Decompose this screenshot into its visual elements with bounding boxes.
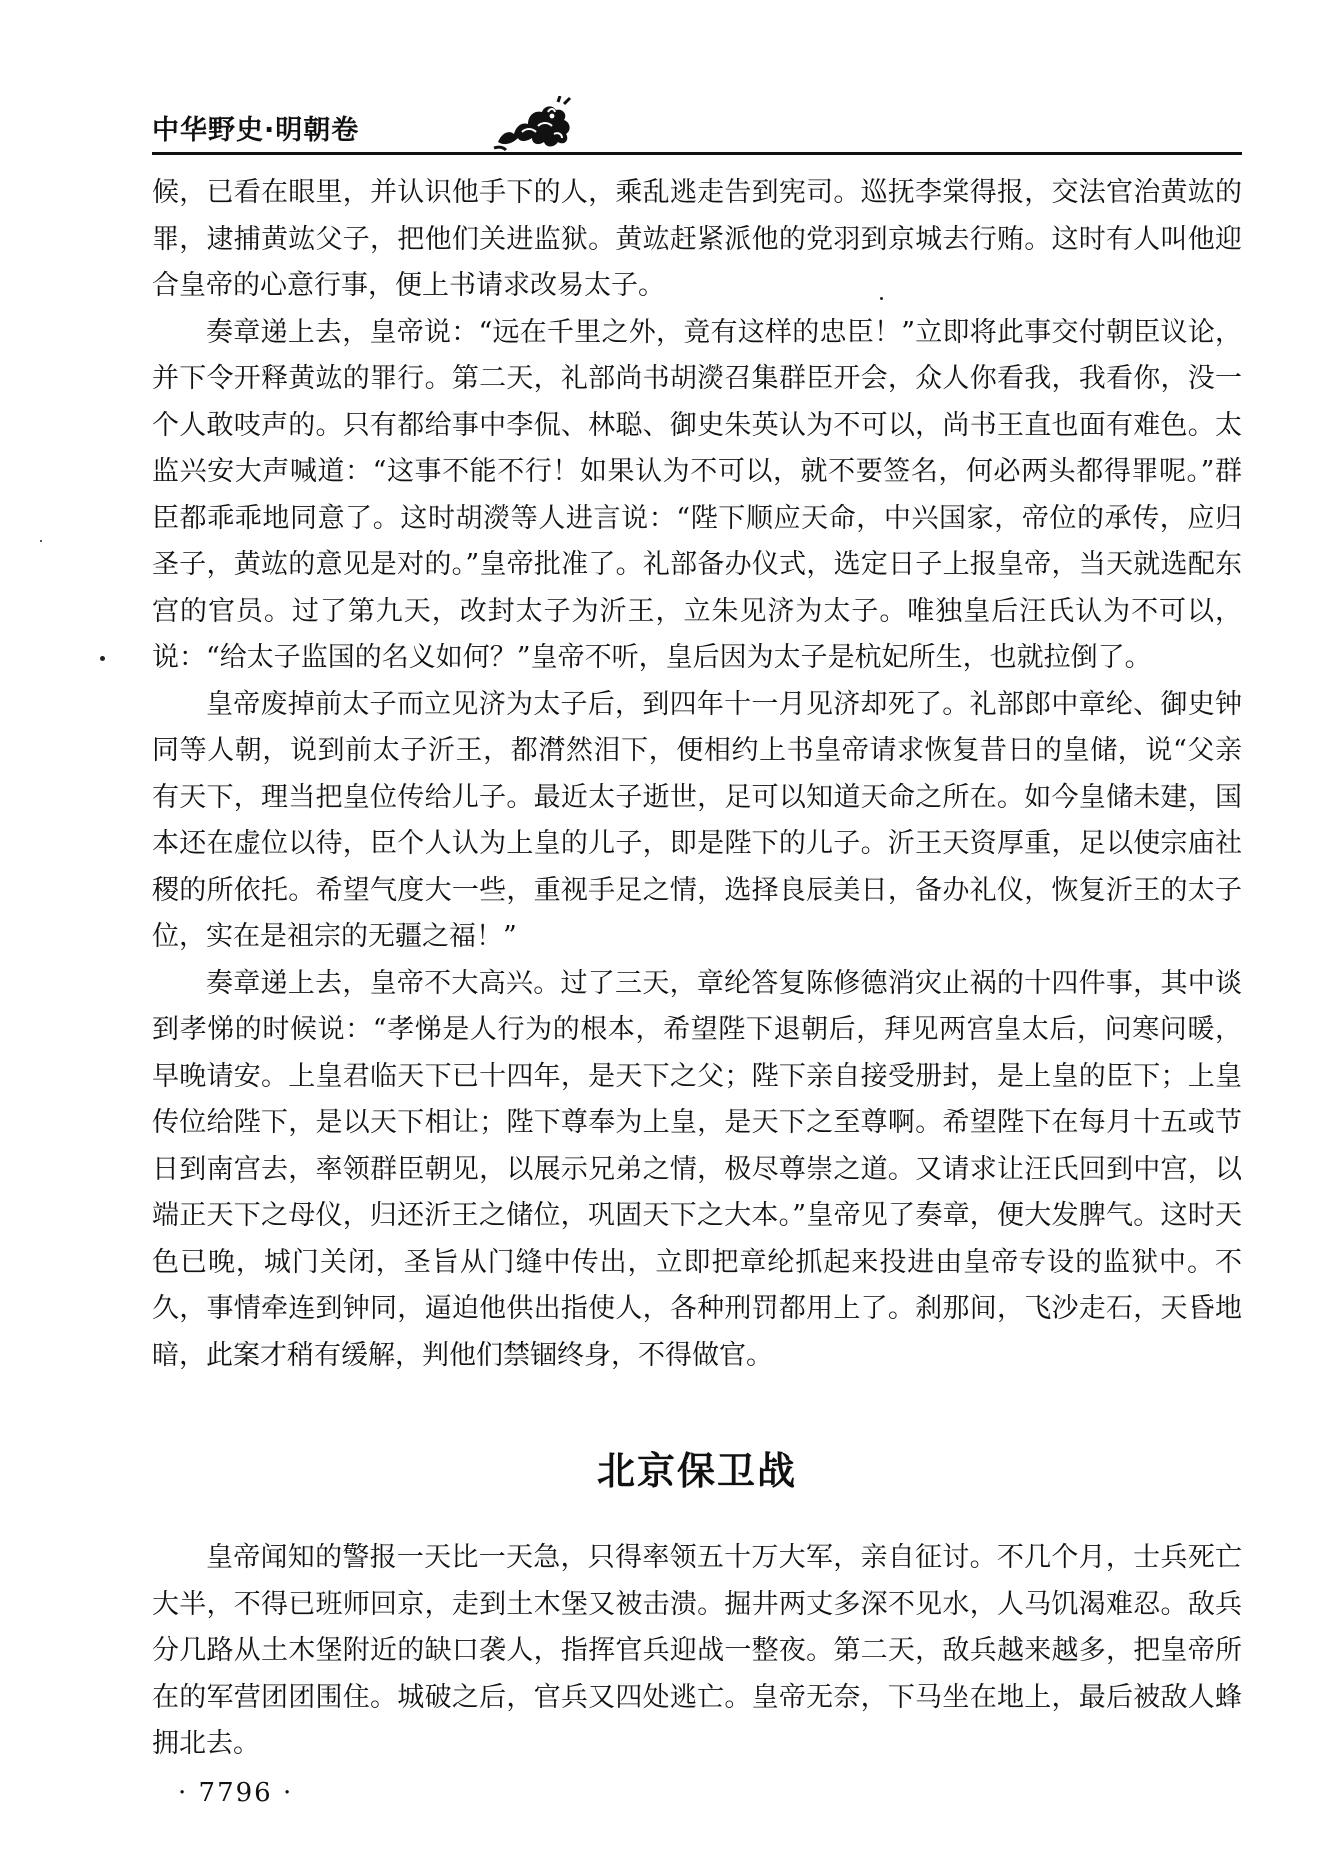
scan-speck [100, 656, 105, 661]
paragraph: 皇帝废掉前太子而立见济为太子后，到四年十一月见济却死了。礼部郎中章纶、御史钟同等人朝，说到前太子沂王，都潸然泪下，便相约上书皇帝请求恢复昔日的皇储，说“父亲有天下，理当把皇位传给儿子。最近太子逝世，足可以知道天命之所在。如今皇储未建，国本还在虚位以待，臣个人认为上皇的儿子，即是陛下的儿子。沂王天资厚重，足以使宗庙社稷的所依托。希望气度大一些，重视手足之情，选择良辰美日，备办礼仪，恢复沂王的太子位，实在是祖宗的无疆之福！” [152, 688, 1242, 952]
section-text [152, 1535, 1242, 1768]
dragon-emblem-icon [492, 96, 576, 152]
header-divider [152, 152, 1242, 155]
paragraph: 奏章递上去，皇帝说：“远在千里之外，竟有这样的忠臣！”立即将此事交付朝臣议论，并下令开释黄竑的罪行。第二天，礼部尚书胡濙召集群臣开会，众人你看我，我看你，没一个人敢吱声的。只有都给事中李侃、林聪、御史朱英认为不可以，尚书王直也面有难色。太监兴安大声喊道：“这事不能不行！如果认为不可以，就不要签名，何必两头都得罪呢。”群臣都乖乖地同意了。这时胡濙等人进言说：“陛下顺应天命，中兴国家，帝位的承传，应归圣子，黄竑的意见是对的。”皇帝批准了。礼部备办仪式，选定日子上报皇帝，当天就选配东宫的官员。过了第九天，改封太子为沂王，立朱见济为太子。唯独皇后汪氏认为不可以，说：“给太子监国的名义如何？”皇帝不听，皇后因为太子是杭妃所生，也就拉倒了。 [152, 316, 1242, 673]
page-number: · 7796 · [178, 1778, 294, 1808]
main-text [152, 170, 1242, 1379]
section-heading: 北京保卫战 [596, 1449, 797, 1493]
paragraph: 皇帝闻知的警报一天比一天急，只得率领五十万大军，亲自征讨。不几个月，士兵死亡大半，不得已班师回京，走到土木堡又被击溃。掘井两丈多深不见水，人马饥渴难忍。敌兵分几路从土木堡附近的缺口袭人，指挥官兵迎战一整夜。第二天，敌兵越来越多，把皇帝所在的军营团团围住。城破之后，官兵又四处逃亡。皇帝无奈，下马坐在地上，最后被敌人蜂拥北去。 [152, 1542, 1242, 1759]
paragraph: 奏章递上去，皇帝不大高兴。过了三天，章纶答复陈修德消灾止祸的十四件事，其中谈到孝悌的时候说：“孝悌是人行为的根本，希望陛下退朝后，拜见两宫皇太后，问寒问暖，早晚请安。上皇君临天下已十四年，是天下之父；陛下亲自接受册封，是上皇的臣下；上皇传位给陛下，是以天下相让；陛下尊奉为上皇，是天下之至尊啊。希望陛下在每月十五或节日到南宫去，率领群臣朝见，以展示兄弟之情，极尽尊崇之道。又请求让汪氏回到中宫，以端正天下之母仪，归还沂王之储位，巩固天下之大本。”皇帝见了奏章，便大发脾气。这时天色已晚，城门关闭，圣旨从门缝中传出，立即把章纶抓起来投进由皇帝专设的监狱中。不久，事情牵连到钟同，逼迫他供出指使人，各种刑罚都用上了。刹那间，飞沙走石，天昏地暗，此案才稍有缓解，判他们禁锢终身，不得做官。 [152, 967, 1242, 1371]
scan-speck [40, 540, 42, 542]
running-header [152, 96, 1242, 156]
scan-speck [880, 297, 883, 300]
book-title: 中华野史·明朝卷 [152, 115, 360, 146]
paragraph: 候，已看在眼里，并认识他手下的人，乘乱逃走告到宪司。巡抚李棠得报，交法官治黄竑的罪，逮捕黄竑父子，把他们关进监狱。黄竑赶紧派他的党羽到京城去行贿。这时有人叫他迎合皇帝的心意行事，便上书请求改易太子。 [152, 177, 1242, 301]
